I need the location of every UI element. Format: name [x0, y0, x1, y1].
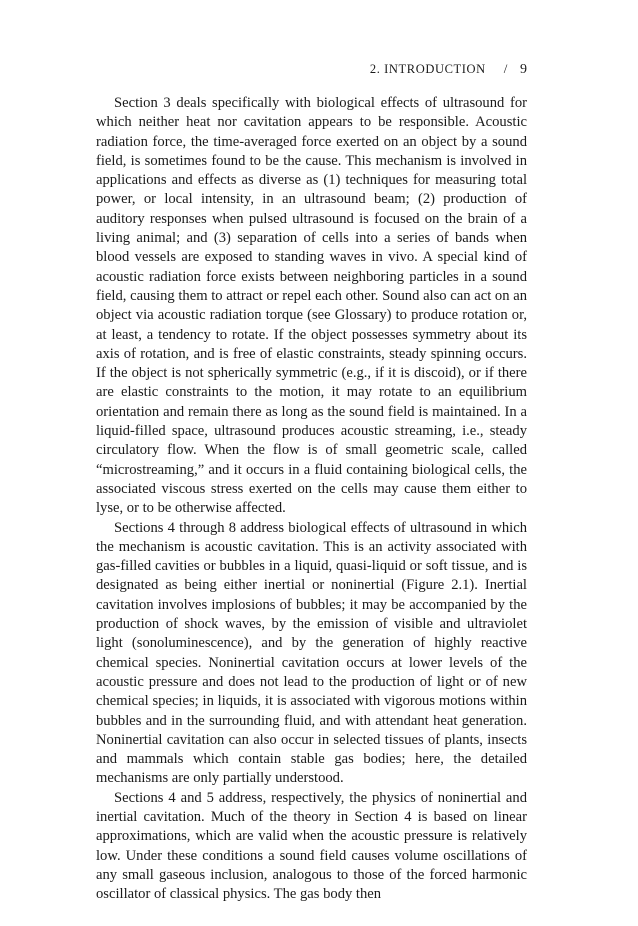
running-head: [96, 61, 527, 78]
body-text: [96, 94, 527, 904]
running-head-separator: /: [503, 61, 508, 76]
paragraph-radiation-force: Section 3 deals specifically with biological effects of ultrasound for which neither heat nor cavitation appears to be responsible. Acoustic radiation force, the time-averaged force exerted on an object by a sound field, is sometimes found to be the cause. This mechanism is involved in applications and effects as diverse as (1) techniques for measuring total power, or local intensity, in an ultrasound beam; (2) production of auditory responses when pulsed ultrasound is focused on the brain of a living animal; and (3) separation of cells into a series of bands when blood vessels are exposed to standing waves in vivo. A special kind of acoustic radiation force exists between neighboring particles in a sound field, causing them to attract or repel each other. Sound also can act on an object via acoustic radiation torque (see Glossary) to produce rotation or, at least, a tendency to rotate. If the object possesses symmetry about its axis of rotation, and is free of elastic constraints, steady spinning occurs. If the object is not spherically symmetric (e.g., if it is discoid), or if there are elastic constraints to the motion, it may rotate to an equilibrium orientation and remain there as long as the sound field is maintained. In a liquid-filled space, ultrasound produces acoustic streaming, i.e., steady circulatory flow. When the flow is of small geometric scale, called “microstreaming,” and it occurs in a fluid containing biological cells, the associated viscous stress exerted on the cells may cause them either to lyse, or to be otherwise affected.: [96, 95, 527, 517]
paragraph-sections-4-5: Sections 4 and 5 address, respectively, the physics of noninertial and inertial cavitation. Much of the theory in Section 4 is based on linear approximations, which are valid when the acoustic pressure is relatively low. Under these conditions a sound field causes volume oscillations of any small gaseous inclusion, analogous to those of the forced harmonic oscillator of classical physics. The gas body then: [96, 789, 527, 903]
running-head-section: 2. INTRODUCTION: [369, 62, 486, 76]
page-number: 9: [520, 62, 527, 77]
paragraph-cavitation: Sections 4 through 8 address biological effects of ultrasound in which the mechanism is acoustic cavitation. This is an activity associated with gas-filled cavities or bubbles in a liquid, quasi-liquid or soft tissue, and is designated as being either inertial or noninertial (Figure 2.1). Inertial cavitation involves implosions of bubbles; it may be accompanied by the production of shock waves, by the emission of visible and ultraviolet light (sonoluminescence), and by the generation of highly reactive chemical species. Noninertial cavitation occurs at lower levels of the acoustic pressure and does not lead to the production of light or of new chemical species; in liquids, it is associated with vigorous motions within bubbles and in the surrounding fluid, and with attendant heat generation. Noninertial cavitation can also occur in selected tissues of plants, insects and mammals which contain stable gas bodies; here, the detailed mechanisms are only partially understood.: [96, 519, 527, 787]
